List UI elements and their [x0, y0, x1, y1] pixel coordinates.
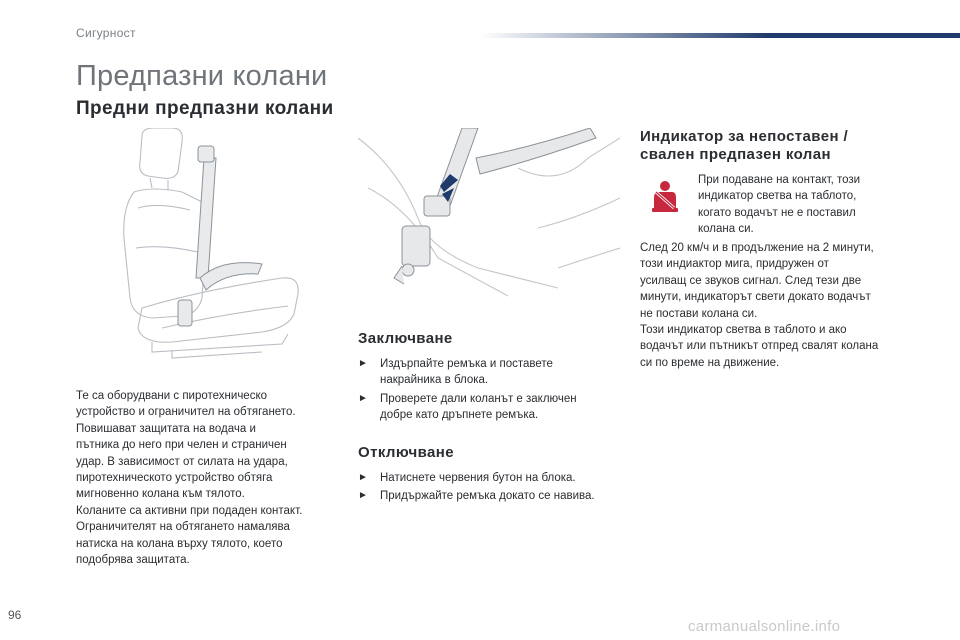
intro-line: пътника до него при челен и страничен: [76, 439, 287, 452]
section-label: Сигурност: [76, 26, 136, 40]
page-number: 96: [8, 608, 22, 622]
body-line: усилващ се звуков сигнал. След тези две: [640, 274, 862, 287]
unlock-steps: [358, 470, 638, 507]
buckle-illustration: [358, 128, 620, 302]
body-line: водачът или пътникът отпред свалят колана: [640, 340, 879, 353]
list-item-line: Придържайте ремъка докато се навива.: [380, 490, 595, 503]
body-line: Този индикатор светва в таблото и ако: [640, 324, 847, 337]
arrow-bullet-icon: ►: [358, 490, 368, 502]
indicator-body-text: [640, 240, 920, 371]
list-item: [358, 356, 620, 389]
arrow-bullet-icon: ►: [358, 392, 368, 404]
intro-line: Ограничителят на обтягането намалява: [76, 521, 290, 534]
list-item: [358, 470, 638, 486]
indicator-line: При подаване на контакт, този: [698, 174, 861, 186]
body-line: този индиактор мига, придружен от: [640, 258, 829, 271]
intro-line: Те са оборудвани с пиротехническо: [76, 390, 268, 402]
indicator-line: когато водачът не е поставил: [698, 206, 856, 219]
list-item-line: накрайника в блока.: [380, 374, 489, 387]
body-line: не постави колана си.: [640, 307, 758, 320]
body-line: След 20 км/ч и в продължение на 2 минути,: [640, 242, 874, 254]
list-item-line: Издърпайте ремъка и поставете: [380, 358, 553, 370]
intro-line: мигновенно колана към тялото.: [76, 488, 245, 501]
indicator-text: [698, 172, 908, 238]
unlock-heading: Отключване: [358, 444, 454, 461]
lock-steps: [358, 356, 620, 426]
page-subtitle: Предни предпазни колани: [76, 98, 334, 119]
list-item-line: добре като дръпнете ремъка.: [380, 409, 539, 422]
seatbelt-warning-icon: [644, 178, 684, 218]
body-line: си по време на движение.: [640, 356, 780, 369]
intro-text: [76, 388, 338, 568]
intro-line: удар. В зависимост от силата на удара,: [76, 455, 288, 468]
intro-line: натиска на колана върху тялото, което: [76, 537, 283, 550]
intro-line: пиротехническото устройство обтяга: [76, 472, 273, 485]
intro-line: подобрява защитата.: [76, 554, 190, 567]
list-item-line: Натиснете червения бутон на блока.: [380, 472, 576, 484]
intro-line: Коланите са активни при подаден контакт.: [76, 504, 303, 517]
list-item: [358, 391, 620, 424]
page-title: Предпазни колани: [76, 60, 328, 92]
indicator-line: колана си.: [698, 223, 754, 236]
header-accent-bar: [480, 33, 960, 38]
lock-heading: Заключване: [358, 330, 453, 347]
intro-line: Повишават защитата на водача и: [76, 422, 256, 435]
list-item: [358, 488, 638, 504]
seat-belt-illustration: [112, 128, 312, 360]
watermark: carmanualsonline.info: [688, 618, 841, 635]
indicator-line: индикатор светва на таблото,: [698, 190, 857, 203]
list-item-line: Проверете дали коланът е заключен: [380, 392, 577, 405]
indicator-heading-line: Индикатор за непоставен /: [640, 128, 849, 145]
indicator-heading: [640, 128, 848, 164]
indicator-heading-line: свален предпазен колан: [640, 146, 831, 163]
arrow-bullet-icon: ►: [358, 472, 368, 483]
intro-line: устройство и ограничител на обтягането.: [76, 406, 296, 419]
body-line: минути, индикаторът свети докато водачът: [640, 291, 871, 304]
arrow-bullet-icon: ►: [358, 358, 368, 369]
